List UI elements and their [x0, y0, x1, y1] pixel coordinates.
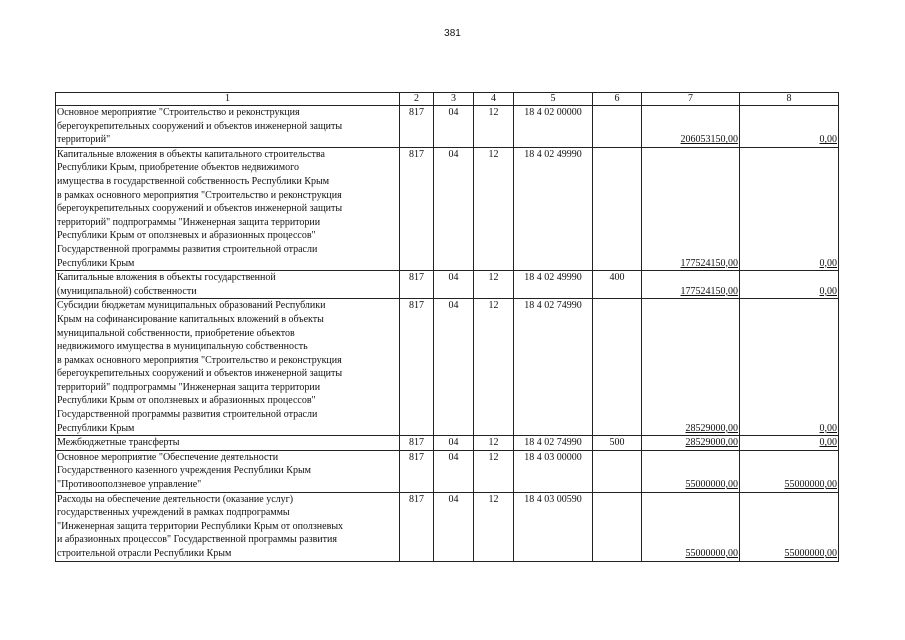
subsection-code: 12	[474, 271, 514, 299]
budget-table	[55, 92, 839, 562]
section-code: 04	[434, 271, 474, 299]
amount-col7: 28529000,00	[642, 299, 740, 436]
target-article-code: 18 4 03 00000	[514, 450, 593, 492]
ministry-code: 817	[400, 492, 434, 561]
table-row	[56, 271, 839, 299]
target-article-code: 18 4 02 74990	[514, 299, 593, 436]
section-code: 04	[434, 147, 474, 270]
table-row	[56, 492, 839, 561]
row-name: Основное мероприятие "Обеспечение деятельности Государственного казенного учреждения Республики Крым "Противооползневое управление"	[56, 450, 400, 492]
column-header: 3	[434, 93, 474, 106]
amount-col7: 28529000,00	[642, 436, 740, 451]
target-article-code: 18 4 02 49990	[514, 147, 593, 270]
amount-col8: 0,00	[740, 106, 839, 148]
table-row	[56, 147, 839, 270]
ministry-code: 817	[400, 450, 434, 492]
amount-col7: 177524150,00	[642, 147, 740, 270]
subsection-code: 12	[474, 436, 514, 451]
table-row	[56, 106, 839, 148]
expense-type-code	[593, 299, 642, 436]
target-article-code: 18 4 03 00590	[514, 492, 593, 561]
target-article-code: 18 4 02 74990	[514, 436, 593, 451]
ministry-code: 817	[400, 147, 434, 270]
amount-col7: 55000000,00	[642, 492, 740, 561]
expense-type-code	[593, 492, 642, 561]
expense-type-code: 500	[593, 436, 642, 451]
column-header: 8	[740, 93, 839, 106]
column-header: 7	[642, 93, 740, 106]
section-code: 04	[434, 450, 474, 492]
table-row	[56, 436, 839, 451]
amount-col7: 177524150,00	[642, 271, 740, 299]
subsection-code: 12	[474, 450, 514, 492]
row-name: Основное мероприятие "Строительство и реконструкция берегоукрепительных сооружений и объектов инженерной защиты территорий"	[56, 106, 400, 148]
table-row	[56, 450, 839, 492]
column-header: 2	[400, 93, 434, 106]
amount-col8: 0,00	[740, 271, 839, 299]
column-header: 4	[474, 93, 514, 106]
ministry-code: 817	[400, 299, 434, 436]
amount-col7: 55000000,00	[642, 450, 740, 492]
expense-type-code: 400	[593, 271, 642, 299]
ministry-code: 817	[400, 436, 434, 451]
column-header: 1	[56, 93, 400, 106]
expense-type-code	[593, 106, 642, 148]
amount-col8: 55000000,00	[740, 492, 839, 561]
page-number: 381	[444, 28, 461, 39]
ministry-code: 817	[400, 106, 434, 148]
row-name: Субсидии бюджетам муниципальных образований Республики Крым на софинансирование капитальных вложений в объекты муниципальной собственности, приобретение объектов недвижимого имущества в муниципальную собственность в рамках основного мероприятия "Строительство и реконструкция берегоукрепительных сооружений и объектов инженерной защиты территорий" подпрограммы "Инженерная защита территории Республики Крым от оползневых и абразионных процессов" Государственной программы развития строительной отрасли Республики Крым	[56, 299, 400, 436]
amount-col8: 0,00	[740, 299, 839, 436]
section-code: 04	[434, 492, 474, 561]
section-code: 04	[434, 106, 474, 148]
column-header: 5	[514, 93, 593, 106]
amount-col8: 0,00	[740, 436, 839, 451]
section-code: 04	[434, 436, 474, 451]
subsection-code: 12	[474, 147, 514, 270]
expense-type-code	[593, 147, 642, 270]
target-article-code: 18 4 02 49990	[514, 271, 593, 299]
amount-col7: 206053150,00	[642, 106, 740, 148]
subsection-code: 12	[474, 106, 514, 148]
table-header-row	[56, 93, 839, 106]
row-name: Капитальные вложения в объекты государственной (муниципальной) собственности	[56, 271, 400, 299]
column-header: 6	[593, 93, 642, 106]
subsection-code: 12	[474, 299, 514, 436]
amount-col8: 55000000,00	[740, 450, 839, 492]
row-name: Расходы на обеспечение деятельности (оказание услуг) государственных учреждений в рамках подпрограммы "Инженерная защита территории Республики Крым от оползневых и абразионных процессов" Государственной программы развития строительной отрасли Республики Крым	[56, 492, 400, 561]
row-name: Межбюджетные трансферты	[56, 436, 400, 451]
expense-type-code	[593, 450, 642, 492]
subsection-code: 12	[474, 492, 514, 561]
table-row	[56, 299, 839, 436]
ministry-code: 817	[400, 271, 434, 299]
section-code: 04	[434, 299, 474, 436]
row-name: Капитальные вложения в объекты капитального строительства Республики Крым, приобретение объектов недвижимого имущества в государственной собственность Республики Крым в рамках основного мероприятия "Строительство и реконструкция берегоукрепительных сооружений и объектов инженерной защиты территорий" подпрограммы "Инженерная защита территории Республики Крым от оползневых и абразионных процессов" Государственной программы развития строительной отрасли Республики Крым	[56, 147, 400, 270]
target-article-code: 18 4 02 00000	[514, 106, 593, 148]
amount-col8: 0,00	[740, 147, 839, 270]
